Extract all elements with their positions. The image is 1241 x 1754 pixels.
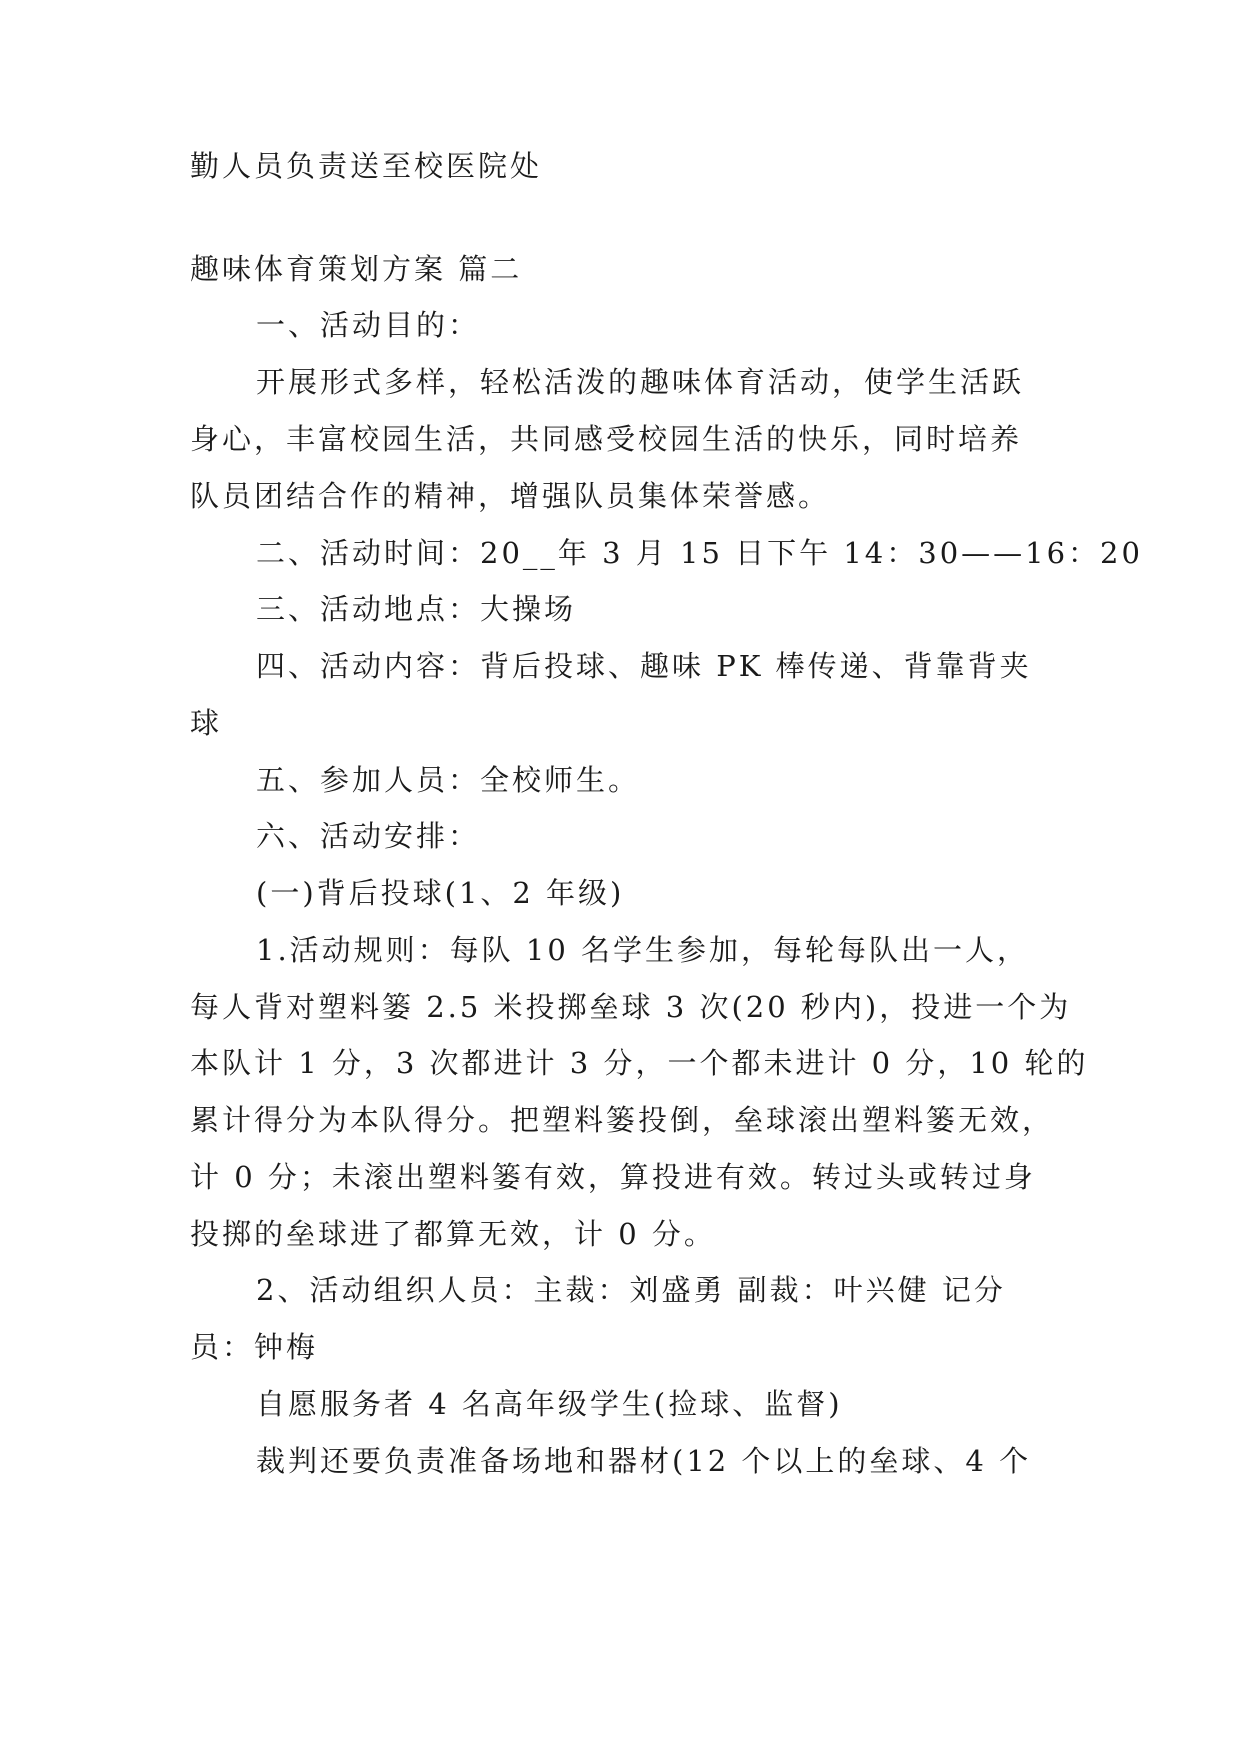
- rules-line-2: 每人背对塑料篓 2.5 米投掷垒球 3 次(20 秒内)，投进一个为: [190, 990, 1072, 1024]
- section-title: 趣味体育策划方案 篇二: [190, 252, 523, 286]
- heading-location: 三、活动地点：大操场: [256, 592, 577, 626]
- heading-participants: 五、参加人员：全校师生。: [256, 763, 641, 797]
- rules-line-4: 累计得分为本队得分。把塑料篓投倒，垒球滚出塑料篓无效，: [190, 1103, 1055, 1137]
- rules-line-5: 计 0 分；未滚出塑料篓有效，算投进有效。转过头或转过身: [190, 1160, 1036, 1194]
- rules-line-6: 投掷的垒球进了都算无效，计 0 分。: [190, 1217, 716, 1251]
- heading-purpose: 一、活动目的：: [256, 308, 481, 342]
- paragraph-purpose-line-1: 开展形式多样，轻松活泼的趣味体育活动，使学生活跃: [256, 365, 1025, 399]
- text-line-continuation: 勤人员负责送至校医院处: [190, 149, 543, 183]
- subheading-back-throw: (一)背后投球(1、2 年级): [256, 876, 625, 910]
- heading-content-line-2: 球: [190, 706, 223, 740]
- equipment-line: 裁判还要负责准备场地和器材(12 个以上的垒球、4 个: [256, 1444, 1032, 1478]
- paragraph-purpose-line-2: 身心，丰富校园生活，共同感受校园生活的快乐，同时培养: [190, 422, 1023, 456]
- rules-line-3: 本队计 1 分，3 次都进计 3 分，一个都未进计 0 分，10 轮的: [190, 1046, 1089, 1080]
- heading-content-line-1: 四、活动内容：背后投球、趣味 PK 棒传递、背靠背夹: [256, 649, 1032, 683]
- paragraph-purpose-line-3: 队员团结合作的精神，增强队员集体荣誉感。: [190, 479, 831, 513]
- organizers-line-2: 员：钟梅: [190, 1330, 319, 1364]
- heading-arrangement: 六、活动安排：: [256, 819, 481, 853]
- volunteers-line: 自愿服务者 4 名高年级学生(捡球、监督): [256, 1387, 843, 1421]
- rules-line-1: 1.活动规则：每队 10 名学生参加，每轮每队出一人，: [256, 933, 1030, 967]
- organizers-line-1: 2、活动组织人员：主裁：刘盛勇 副裁：叶兴健 记分: [256, 1273, 1006, 1307]
- heading-time: 二、活动时间：20__年 3 月 15 日下午 14：30——16：20: [256, 536, 1143, 570]
